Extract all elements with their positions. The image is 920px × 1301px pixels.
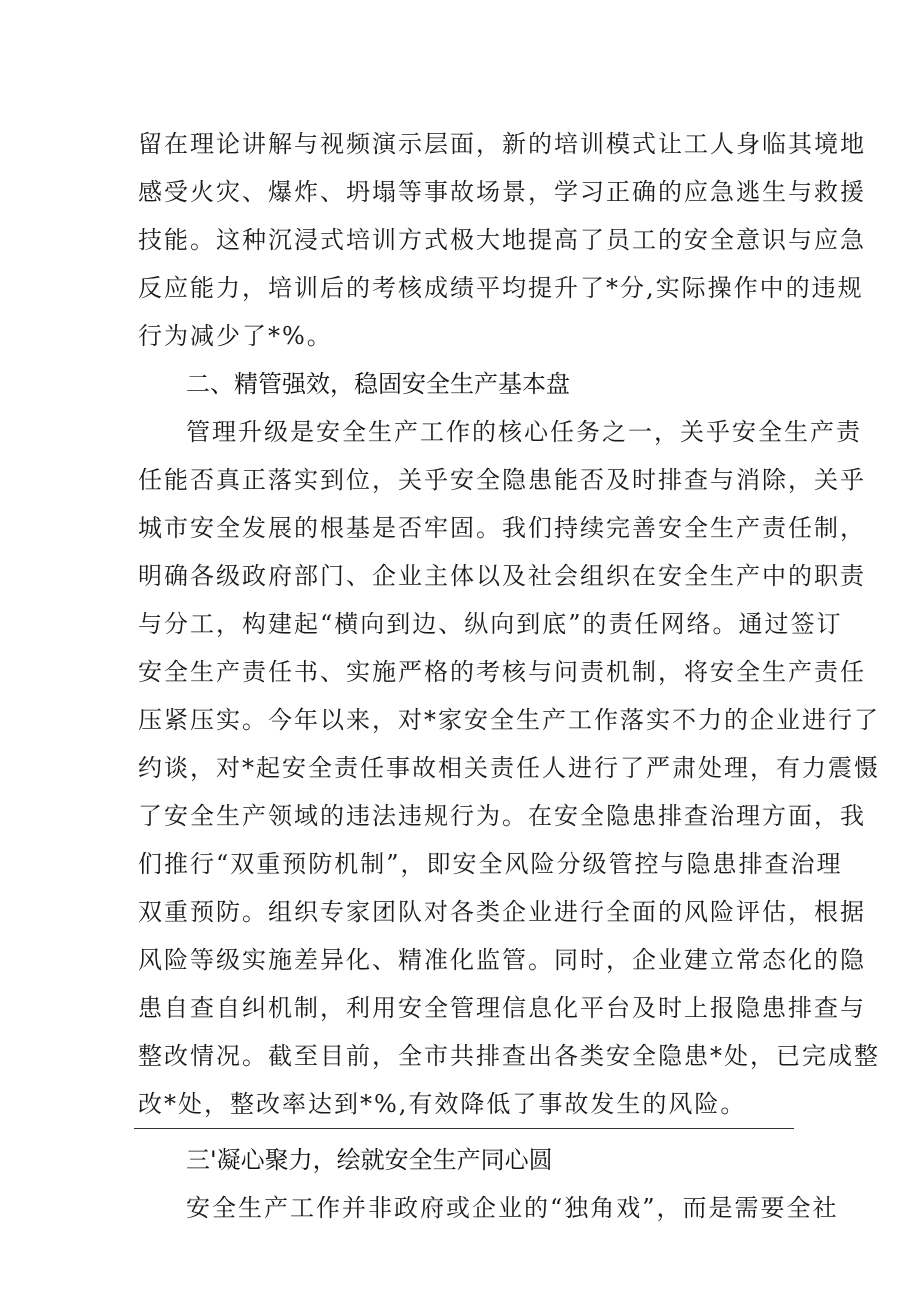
paragraph-line: 城市安全发展的根基是否牢固。我们持续完善安全生产责任制， [138,514,866,542]
paragraph-line: 们推行“双重预防机制”，即安全风险分级管控与隐患排查治理 [138,850,843,878]
paragraph-line: 改*处，整改率达到*%,有效降低了事故发生的风险。 [138,1090,747,1118]
paragraph-line: 管理升级是安全生产工作的核心任务之一，关乎安全生产责 [186,418,862,446]
paragraph-line: 任能否真正落实到位，关乎安全隐患能否及时排查与消除，关乎 [138,466,866,494]
paragraph-line: 约谈，对*起安全责任事故相关责任人进行了严肃处理，有力震慑 [138,754,880,782]
paragraph-line: 感受火灾、爆炸、坍塌等事故场景，学习正确的应急逃生与救援 [138,178,866,206]
paragraph-line: 整改情况。截至目前，全市共排查出各类安全隐患*处，已完成整 [138,1042,880,1070]
paragraph-line: 反应能力，培训后的考核成绩平均提升了*分,实际操作中的违规 [138,274,864,302]
paragraph-line: 患自查自纠机制，利用安全管理信息化平台及时上报隐患排查与 [138,994,866,1022]
section-heading-3: 三'凝心聚力，绘就安全生产同心圆 [186,1146,553,1174]
paragraph-line: 了安全生产领域的违法违规行为。在安全隐患排查治理方面，我 [138,802,866,830]
paragraph-line: 双重预防。组织专家团队对各类企业进行全面的风险评估，根据 [138,898,866,926]
paragraph-line: 与分工，构建起“横向到边、纵向到底”的责任网络。通过签订 [138,610,843,638]
paragraph-line: 明确各级政府部门、企业主体以及社会组织在安全生产中的职责 [138,562,866,590]
paragraph-line: 安全生产工作并非政府或企业的“独角戏”，而是需要全社 [186,1194,839,1222]
paragraph-line: 留在理论讲解与视频演示层面，新的培训模式让工人身临其境地 [138,130,866,158]
section-heading-2: 二、精管强效，稳固安全生产基本盘 [186,370,570,398]
paragraph-line: 安全生产责任书、实施严格的考核与问责机制，将安全生产责任 [138,658,866,686]
paragraph-line: 压紧压实。今年以来，对*家安全生产工作落实不力的企业进行了 [138,706,880,734]
paragraph-line: 风险等级实施差异化、精准化监管。同时，企业建立常态化的隐 [138,946,866,974]
paragraph-line: 技能。这种沉浸式培训方式极大地提高了员工的安全意识与应急 [138,226,866,254]
divider-line [134,1128,794,1129]
paragraph-line: 行为减少了*%。 [138,322,333,350]
